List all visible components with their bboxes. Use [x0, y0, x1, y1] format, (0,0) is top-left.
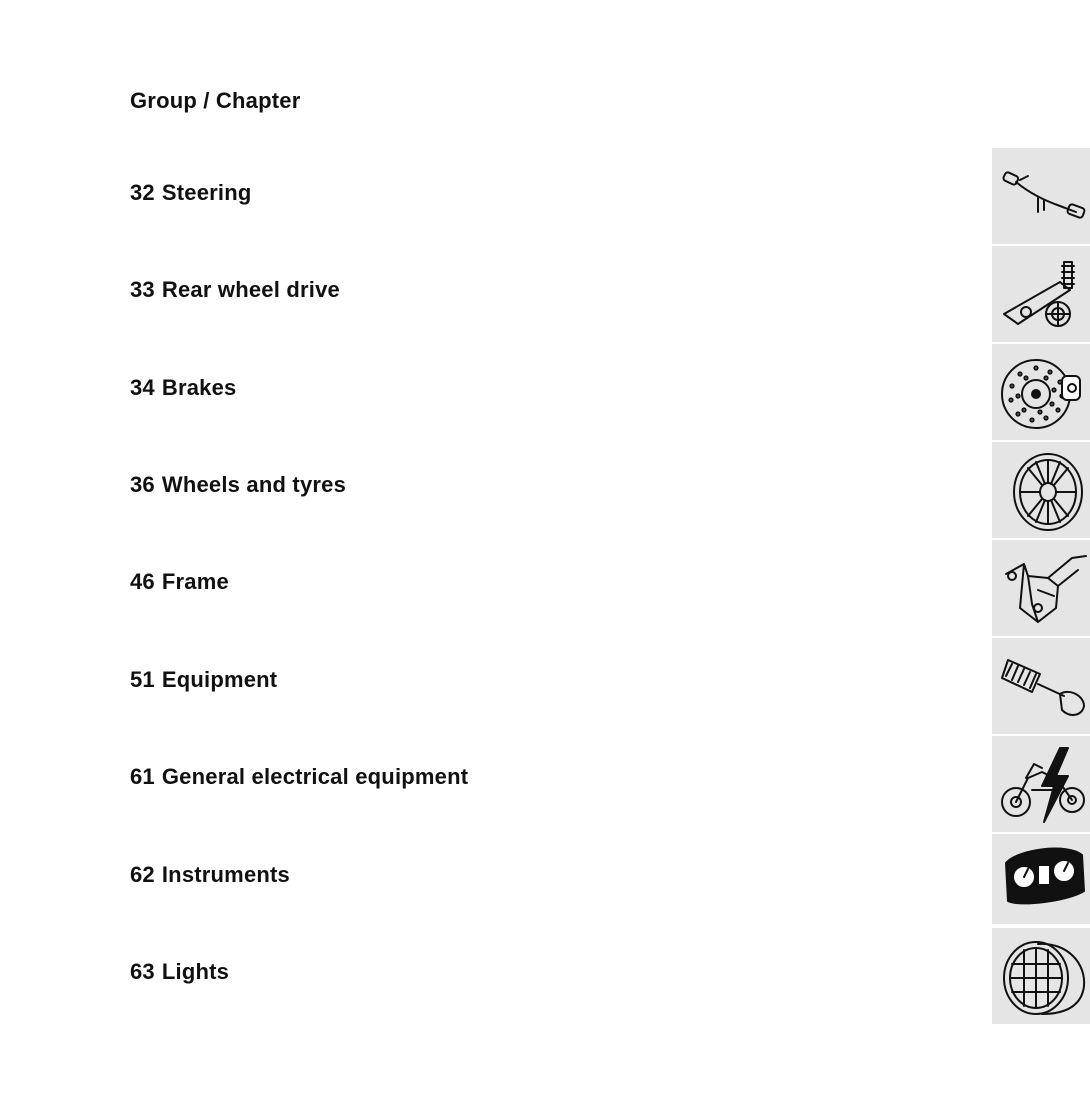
thumb-tab-32[interactable]	[992, 148, 1090, 244]
chapter-title: General electrical equipment	[161, 764, 469, 789]
page-title: Group / Chapter	[130, 88, 301, 113]
chapter-entry-61[interactable]	[130, 764, 468, 790]
chapter-title: Steering	[161, 180, 252, 205]
frame-icon	[998, 546, 1088, 630]
chapter-title: Brakes	[161, 375, 237, 400]
chapter-title: Rear wheel drive	[161, 277, 340, 302]
chapter-title: Lights	[161, 959, 230, 984]
chapter-entry-34[interactable]	[130, 375, 236, 401]
brake-disc-icon	[998, 350, 1088, 434]
instrument-cluster-icon	[998, 837, 1088, 921]
thumb-tab-33[interactable]	[992, 246, 1090, 342]
chapter-number: 46	[130, 569, 155, 594]
thumb-tab-61[interactable]	[992, 736, 1090, 832]
chapter-number: 61	[130, 764, 155, 789]
chapter-entry-46[interactable]	[130, 569, 229, 595]
thumb-tab-63[interactable]	[992, 928, 1090, 1024]
spoked-wheel-icon	[998, 448, 1088, 532]
chapter-number: 63	[130, 959, 155, 984]
motorcycle-lightning-icon	[998, 742, 1088, 826]
chapter-title: Wheels and tyres	[161, 472, 347, 497]
thumb-tab-51[interactable]	[992, 638, 1090, 734]
chapter-title: Frame	[161, 569, 229, 594]
chapter-title: Equipment	[161, 667, 278, 692]
chapter-number: 51	[130, 667, 155, 692]
chapter-number: 36	[130, 472, 155, 497]
chapter-number: 32	[130, 180, 155, 205]
chapter-entry-62[interactable]	[130, 862, 290, 888]
chapter-entry-63[interactable]	[130, 959, 229, 985]
chapter-entry-32[interactable]	[130, 180, 252, 206]
chapter-number: 34	[130, 375, 155, 400]
chapter-entry-51[interactable]	[130, 667, 277, 693]
chapter-title: Instruments	[161, 862, 290, 887]
swingarm-drive-icon	[998, 252, 1088, 336]
thumb-tab-62[interactable]	[992, 834, 1090, 924]
grip-mirror-icon	[998, 644, 1088, 728]
thumb-tab-36[interactable]	[992, 442, 1090, 538]
chapter-number: 62	[130, 862, 155, 887]
thumb-tab-46[interactable]	[992, 540, 1090, 636]
chapter-entry-36[interactable]	[130, 472, 346, 498]
headlight-icon	[998, 934, 1088, 1018]
handlebar-icon	[998, 154, 1088, 238]
thumb-tab-34[interactable]	[992, 344, 1090, 440]
chapter-entry-33[interactable]	[130, 277, 340, 303]
chapter-number: 33	[130, 277, 155, 302]
